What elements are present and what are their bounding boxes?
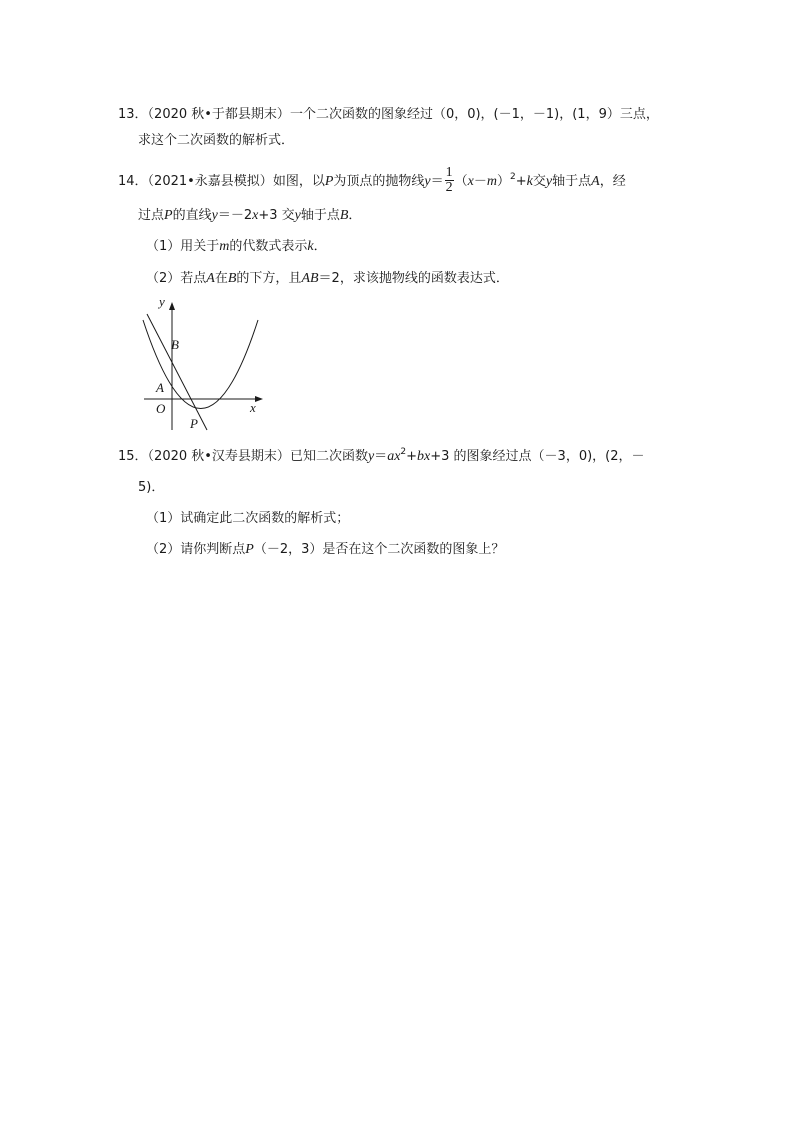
var-m: m: [219, 239, 230, 254]
q15-text: （2）请你判断点: [146, 542, 246, 557]
var-x: x: [467, 174, 474, 189]
label-a: A: [156, 380, 164, 395]
q14-text: （1）用关于: [146, 239, 220, 254]
q13-text-2: 求这个二次函数的解析式．: [138, 133, 295, 148]
q15-number: 15．: [118, 449, 148, 464]
q15-text: （1）试确定此二次函数的解析式；: [146, 511, 350, 526]
q14-text: 轴于点: [552, 174, 592, 189]
q13-number: 13．: [118, 107, 148, 122]
var-b: B: [339, 208, 349, 223]
var-y: y: [545, 174, 553, 189]
q13-line-2: [138, 132, 294, 150]
var-p: P: [245, 542, 254, 557]
q13-line-1: [118, 106, 659, 124]
q14-text: 为顶点的抛物线: [333, 174, 425, 189]
q14-text: 的直线: [172, 208, 212, 223]
q14-part-1: [146, 238, 327, 256]
exponent: 2: [510, 172, 516, 182]
q15-text: ＝: [374, 449, 388, 464]
q15-part-1: [146, 510, 349, 528]
q14-text: ＝: [430, 174, 444, 189]
q14-line-1: [118, 167, 626, 196]
q14-text: ，经: [599, 174, 626, 189]
q14-text: ．: [348, 208, 362, 223]
label-b: B: [171, 337, 179, 352]
q15-text: 已知二次函数: [289, 449, 368, 464]
fraction-denominator: 2: [445, 180, 453, 195]
label-p: P: [190, 416, 198, 431]
q14-text: ）: [497, 174, 511, 189]
var-y: y: [294, 208, 301, 223]
q14-text: 在: [214, 271, 228, 286]
q14-text: 的下方，且: [236, 271, 302, 286]
q14-text: 如图，以: [272, 174, 325, 189]
q13-text: 一个二次函数的图象经过（0，0)，(－1，－1)，(1，9）三点，: [289, 107, 659, 122]
q14-text: （: [454, 174, 468, 189]
q15-part-2: [146, 541, 504, 559]
var-k: k: [307, 239, 314, 254]
q14-text: +: [515, 174, 527, 189]
q14-number: 14．: [118, 174, 148, 189]
q15-text: （－2，3）是否在这个二次函数的图象上？: [253, 542, 505, 557]
q15-text-2: 5)．: [138, 480, 165, 495]
q15-line-1: [118, 448, 645, 467]
q14-line-2: [138, 207, 361, 225]
q14-text: －: [473, 174, 487, 189]
label-o: O: [156, 401, 166, 416]
var-y: y: [424, 174, 431, 189]
var-b: B: [227, 271, 237, 286]
q14-text: ．: [313, 239, 327, 254]
var-y: y: [367, 449, 375, 464]
q14-text: 轴于点: [300, 208, 340, 223]
var-a: A: [591, 174, 600, 189]
parabola-curve: [143, 320, 258, 409]
q14-source: （2021•永嘉县模拟）: [147, 174, 273, 189]
q14-text: （2）若点: [146, 271, 207, 286]
var-ax: ax: [387, 449, 401, 464]
q14-part-2: [146, 270, 509, 288]
label-y: y: [159, 294, 165, 309]
exponent: 2: [400, 447, 407, 457]
x-axis-arrow: [255, 396, 263, 402]
q14-text: ＝－2: [217, 208, 253, 223]
var-a: A: [206, 271, 215, 286]
var-ab: AB: [301, 271, 319, 286]
var-y: y: [211, 208, 218, 223]
q14-text: ＝2，求该抛物线的函数表达式．: [318, 271, 509, 286]
q14-text: +3 交: [258, 208, 295, 223]
q13-source: （2020 秋•于都县期末）: [147, 107, 290, 122]
q15-text: +: [406, 449, 418, 464]
label-x: x: [250, 400, 256, 415]
var-x: x: [252, 208, 259, 223]
var-bx: bx: [417, 449, 431, 464]
parabola-figure: [136, 294, 266, 434]
var-k: k: [526, 174, 533, 189]
q14-text: 过点: [138, 208, 165, 223]
fraction-numerator: 1: [445, 165, 453, 180]
q14-text: 的代数式表示: [229, 239, 308, 254]
q15-text: +3 的图象经过点（－3，0)，(2，－: [430, 449, 645, 464]
q15-line-2: [138, 479, 164, 497]
y-axis-arrow: [169, 302, 175, 310]
var-p: P: [164, 208, 173, 223]
q14-text: 交: [532, 174, 546, 189]
var-m: m: [486, 174, 498, 189]
fraction-one-half: [445, 166, 454, 195]
var-p: P: [324, 174, 334, 189]
q15-source: （2020 秋•汉寿县期末）: [147, 449, 290, 464]
